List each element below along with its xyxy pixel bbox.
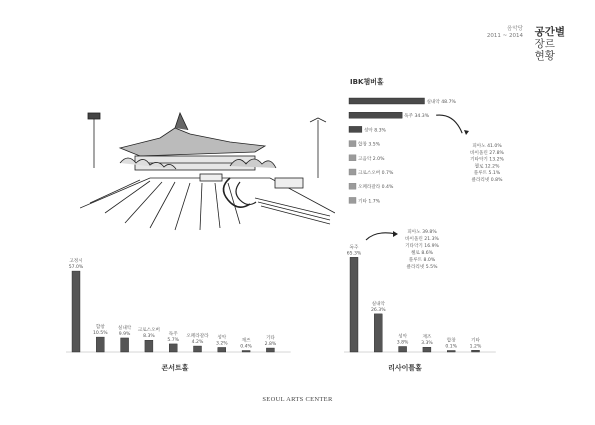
recital-bar-5 <box>472 350 480 352</box>
recital-bar-2 <box>399 346 407 352</box>
concert-value-0: 57.0% <box>68 265 84 271</box>
recital-breakdown-1: 바이올린 21.3% <box>405 237 439 242</box>
concert-value-4: 5.7% <box>167 337 180 343</box>
ibk-breakdown-0: 피아노 41.0% <box>472 144 502 149</box>
header-title-line3: 현황 <box>534 50 555 62</box>
recital-bar-3 <box>423 347 431 352</box>
recital-breakdown-2: 기타악기 16.9% <box>405 244 439 249</box>
recital-category-1: 실내악 <box>371 301 385 307</box>
concert-category-8: 기타 <box>265 336 275 342</box>
recital-value-5: 1.2% <box>469 344 482 350</box>
recital-value-1: 26.3% <box>371 307 386 313</box>
recital-bar-4 <box>447 351 455 353</box>
footer-brand: SEOUL ARTS CENTER <box>262 396 333 403</box>
concert-value-3: 8.3% <box>143 334 155 340</box>
concert-value-7: 0.4% <box>240 344 252 350</box>
recital-value-2: 3.8% <box>396 340 409 346</box>
concert-value-2: 9.9% <box>118 331 131 337</box>
ibk-breakdown-5: 클라리넷 0.8% <box>471 178 503 183</box>
recital-category-0: 독주 <box>349 245 359 251</box>
concert-category-2: 실내악 <box>117 325 132 331</box>
concert-category-5: 오페라갈라 <box>186 334 209 340</box>
concert-value-5: 4.2% <box>191 340 204 346</box>
header-years: 2011 ~ 2014 <box>486 33 523 39</box>
concert-category-0: 고정시 <box>69 259 83 265</box>
ibk-bar-label-7: 기타 1.7% <box>358 199 381 205</box>
recital-bar-0 <box>350 257 358 352</box>
recital-title: 리사이틀홀 <box>388 364 422 372</box>
concert-category-6: 성악 <box>217 335 227 341</box>
ibk-bar-label-3: 합창 3.5% <box>358 142 381 148</box>
ibk-breakdown-4: 플루트 5.1% <box>473 171 501 177</box>
recital-category-2: 성악 <box>398 334 408 340</box>
header-venue: 음악당 <box>507 26 523 32</box>
ibk-bar-label-0: 실내악 48.7% <box>426 100 456 105</box>
ibk-breakdown-3: 첼로 12.2% <box>474 164 500 170</box>
concert-value-8: 2.8% <box>264 342 277 348</box>
concert-category-7: 재즈 <box>241 338 251 344</box>
recital-bar-1 <box>374 314 382 352</box>
ibk-bar-label-5: 크로스오버 0.7% <box>358 171 394 176</box>
ibk-bar-label-6: 오페라갈라 0.4% <box>358 185 394 191</box>
concert-category-4: 독주 <box>168 331 178 337</box>
recital-breakdown-4: 플루트 8.0% <box>408 258 436 263</box>
concert-category-3: 크로스오버 <box>137 328 161 334</box>
ibk-breakdown-1: 바이올린 27.8% <box>470 150 504 156</box>
recital-category-4: 합창 <box>446 338 456 344</box>
recital-value-0: 65.3% <box>346 251 362 257</box>
concert-title: 콘서트홀 <box>161 364 189 372</box>
recital-category-5: 기타 <box>471 338 480 344</box>
header-title-line1: 공간별 <box>534 26 565 38</box>
concert-value-6: 3.2% <box>215 341 228 347</box>
ibk-chart-title: IBK챔버홀 <box>350 78 384 86</box>
ibk-breakdown-2: 기타악기 13.2% <box>470 157 504 163</box>
recital-category-3: 재즈 <box>422 335 432 341</box>
recital-breakdown-3: 첼로 8.6% <box>410 251 434 256</box>
recital-value-3: 3.3% <box>421 341 433 347</box>
header-title-line2: 장르 <box>534 38 555 50</box>
recital-breakdown-0: 피아노 39.8% <box>407 230 437 235</box>
recital-breakdown-5: 클라리넷 5.5% <box>406 265 438 270</box>
recital-arrow-head <box>393 231 398 237</box>
recital-value-4: 0.1% <box>445 344 458 350</box>
concert-value-1: 10.5% <box>93 331 108 337</box>
ibk-bar-label-1: 독주 34.3% <box>404 114 430 120</box>
concert-category-1: 합창 <box>95 325 105 331</box>
ibk-bar-label-2: 성악 8.3% <box>363 128 386 134</box>
recital-arrow <box>366 233 396 240</box>
ibk-bar-label-4: 고음악 2.0% <box>358 156 385 162</box>
